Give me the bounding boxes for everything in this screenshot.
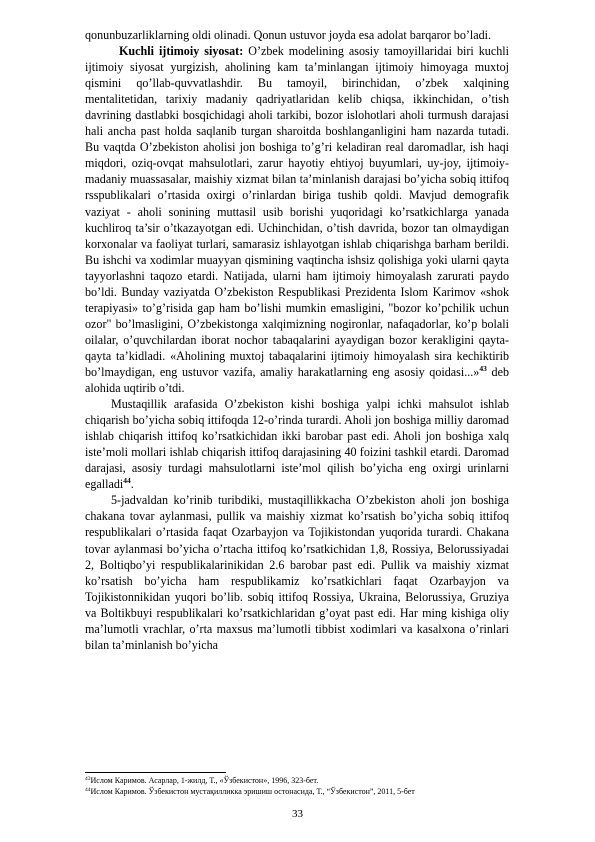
paragraph-1: qonunbuzarliklarning oldi olinadi. Qonun ustuvor joyda esa adolat barqaror bo’ladi. [85,28,492,42]
paragraph-2 [85,43,509,396]
section-heading: Kuchli ijtimoiy siyosat: [119,44,244,59]
paragraph-3 [85,396,509,492]
footnote-divider [85,772,226,773]
paragraph-4: 5-jadvaldan ko’rinib turibdiki, mustaqillikkacha O’zbekiston aholi jon boshiga chakana tovar aylanmasi, pullik va maishiy xizmat ko’rsatish bo’yicha sobiq ittifoq respublikalari o’rtasida faqat Ozarbayjon va Tojikistondan yuqorida turardi. Chakana tovar aylanmasi bo’yicha o’rtacha ittifoq ko’rsatkichidan 1,8, Rossiya, Belorussiyadai 2, Boltiqbo’yi respublikalarinikidan 2.6 barobar past edi. Pullik va maishiy xizmat ko’rsatish bo’yicha ham respublikamiz ko’rsatkichlari faqat Ozarbayjon va Tojikistonnikidan yuqori bo’lib. sobiq ittifoq Rossiya, Ukraina, Belorussiya, Gruziya va Boltikbuyi respublikalari ko’rsatkichlaridan g’oyat past edi. Har ming kishiga oliy ma’lumotli vrachlar, o’rta maxsus ma’lumotli tibbist xodimlari va kasalxona o’rinlari bilan ta’minlanish bo’yicha [85,493,509,652]
paragraph-2-text: O’zbek modelining asosiy tamoyillaridai biri kuchli ijtimoiy siyosat yurgizish, aholining kam ta’minlangan ijtimoiy himoyaga muxtoj qismini qo’llab-quvvatlashdir. Bu tamoyil, birinchidan, o’zbek xalqining mentalitetidan, tarixiy madaniy qadriyatlaridan kelib chiqsa, ikkinchidan, o’tish davrining dastlabki bosqichidagi aholi tarkibi, bozor islohotlari aholi turmush darajasi hali ancha past holda saqlanib turgan sharoitda boshlanganligini ham nazarda tutadi. Bu vaqtda O’zbekiston aholisi jon boshiga to’g’ri keladiran real daromadlar, ish haqi miqdori, oziq-ovqat mahsulotlari, zarur hayotiy ehtiyoj buyumlari, uy-joy, ijtimoiy-madaniy muassasalar, maishiy xizmat bilan ta’minlanish darajasi bo’yicha sobiq ittifoq rsspublikalari o’rtasida oxirgi o’rinlardan biriga tushib qoldi. Mavjud demografik vaziyat - aholi sonining muttasil usib borishi yuqoridagi ko’rsatkichlarga yanada kuchliroq ta’sir o’tkazayotgan edi. Uchinchidan, o’tish davrida, bozor tan olmaydigan korxonalar va faoliyat turlari, samarasiz ishlayotgan ishlab chiqarishga barham berildi. Bu ishchi va xodimlar muayyan qismining vaqtincha ishsiz qolishiga yoki ularni qayta tayyorlashni taqozo etardi. Natijada, ularni ham ijtimoiy himoyalash zarurati paydo bo’ldi. Bunday vaziyatda O’zbekiston Respublikasi Prezidenta Islom Karimov «shok terapiyasi» to’g’risida gap ham bo’lishi mumkin emasligini, "bozor ko’pchilik uchun ozor" bo’lmasligini, O’zbekistonga xalqimizning nogironlar, nafaqadorlar, ko’p bolali oilalar, o’quvchilardan iborat nochor tabaqalarini ayaydigan bozor kerakligini qayta-qayta ta’kidladi. «Aholining muxtoj tabaqalarini ijtimoiy himoyalash sira kechiktirib bo’lmaydigan, eng ustuvor vazifa, amaliy harakatlarning eng asosiy qoidasi...» [85,44,509,379]
footnote-number: 44 [85,787,91,793]
footnote-44 [85,786,509,797]
footnotes [85,772,509,797]
footnote-text: Ислом Каримов. Ўзбекистон мустақилликка эришиш остонасида, Т., “Ўзбекистон”, 2011, 5-бет [90,787,415,796]
footnote-43 [85,775,509,786]
paragraph-3-tail: . [130,477,134,492]
footnote-text: Ислом Каримов. Асарлар, 1-жилд, Т., «Ўзбекистон», 1996, 323-бет. [90,776,319,785]
paragraph-3-text: Mustaqillik arafasida O’zbekiston kishi boshiga yalpi ichki mahsulot ishlab chiqarish bo’yicha sobiq ittifoqda 12-o’rinda turardi. Aholi jon boshiga milliy daromad ishlab chiqarish ittifoq ko’rsatkichidan ikki barobar past edi. Aholi jon boshiga xalq iste’moli mollari ishlab chiqarish ittifoq darajasining 40 foizini tashkil etardi. Daromad darajasi, asosiy turdagi mahsulotlarni iste’mol qilish bo’yicha eng oxirgi urinlarni egalladi [85,397,509,492]
document-body [85,27,509,653]
paragraph-2-tail: deb alohida uqtirib o’tdi. [85,364,509,396]
footnote-number: 43 [85,776,91,782]
page-number: 33 [292,808,303,820]
footnote-ref-43[interactable]: 43 [479,363,487,373]
footnote-ref-44[interactable]: 44 [123,476,131,486]
